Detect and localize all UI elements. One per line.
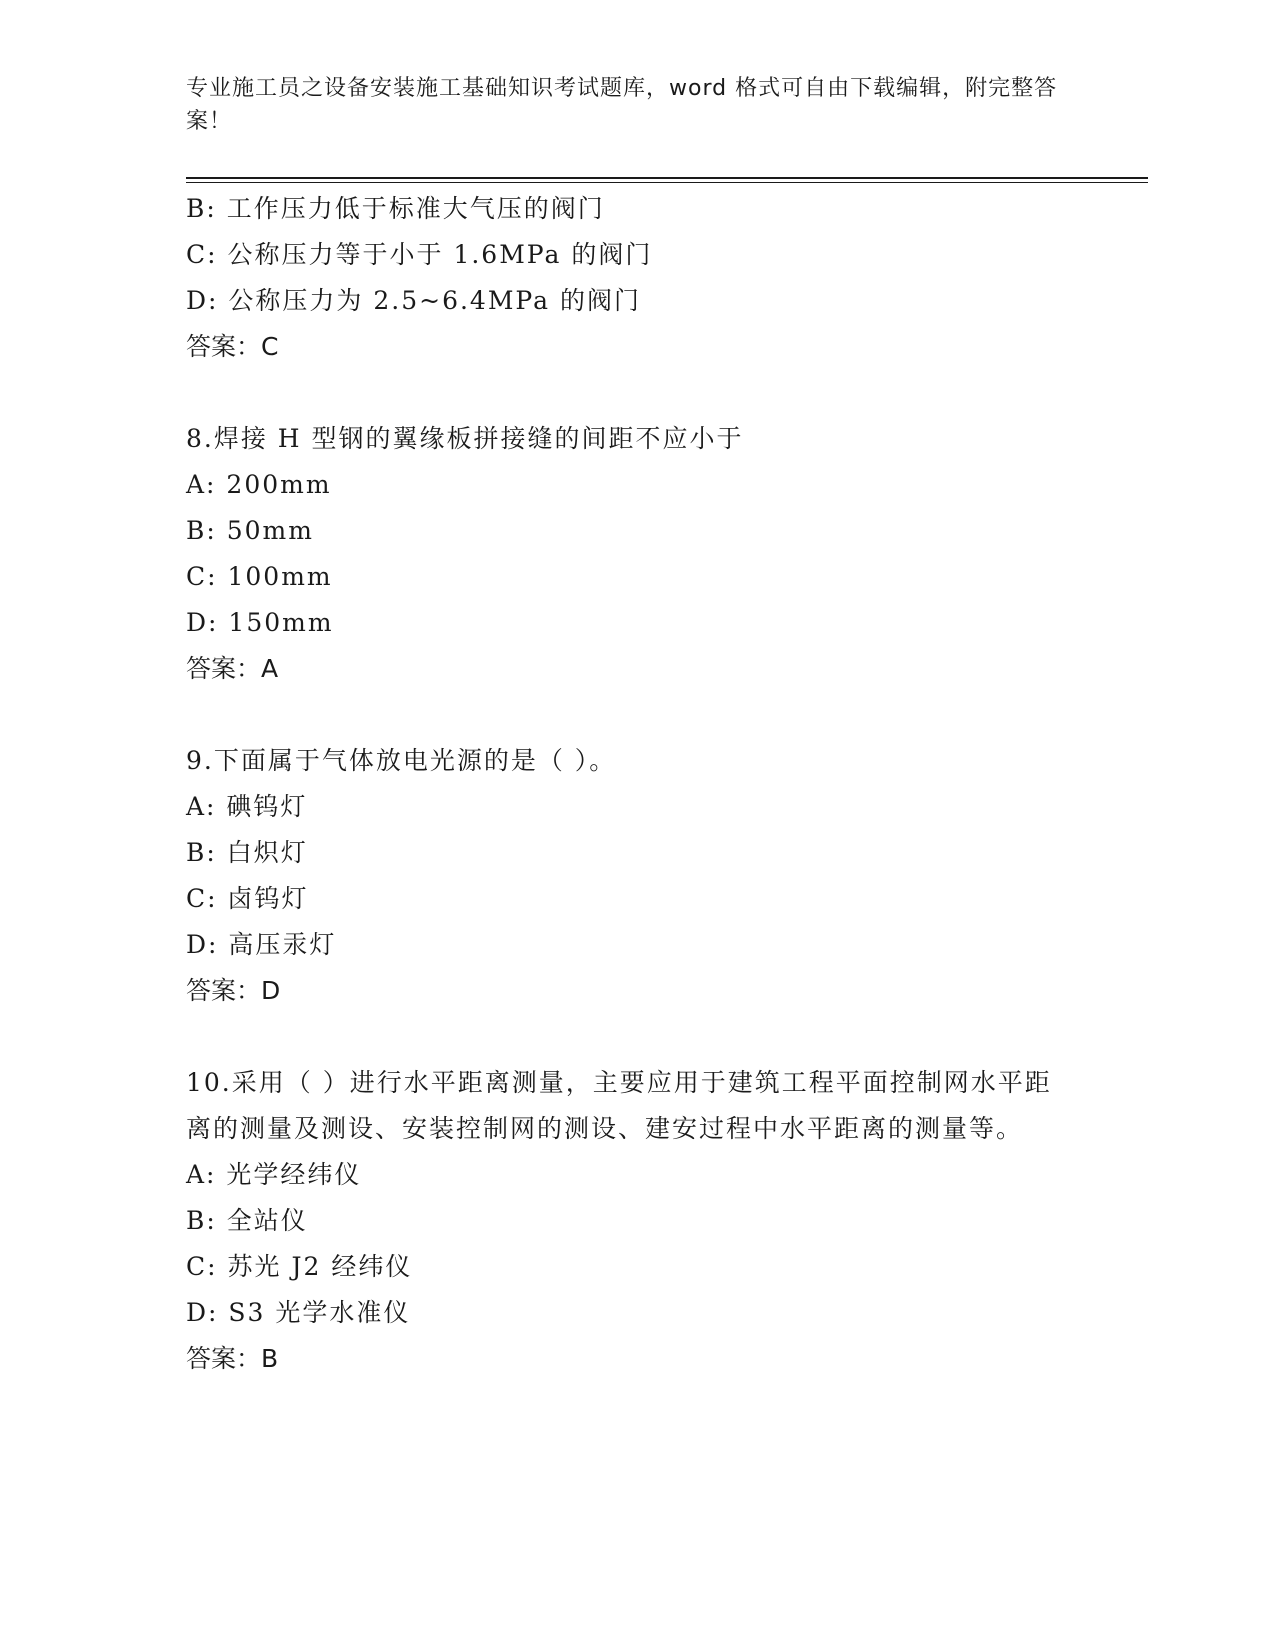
question-prev	[186, 186, 1066, 370]
question-9	[186, 738, 1066, 1014]
option-a: A: 200mm	[186, 470, 332, 499]
answer-line: 答案：A	[186, 654, 279, 683]
answer-line: 答案：C	[186, 332, 279, 361]
question-stem: 8.焊接 H 型钢的翼缘板拼接缝的间距不应小于	[186, 424, 744, 453]
option-c: C: 公称压力等于小于 1.6MPa 的阀门	[186, 240, 653, 269]
question-list	[186, 186, 1066, 1382]
option-d: D: 高压汞灯	[186, 930, 337, 959]
option-b: B: 50mm	[186, 516, 314, 545]
option-d: D: 公称压力为 2.5~6.4MPa 的阀门	[186, 286, 641, 315]
option-a: A: 碘钨灯	[186, 792, 308, 821]
option-d: D: 150mm	[186, 608, 334, 637]
option-b: B: 全站仪	[186, 1206, 308, 1235]
question-stem: 9.下面属于气体放电光源的是（ ）。	[186, 746, 617, 775]
document-header: 专业施工员之设备安装施工基础知识考试题库，word 格式可自由下载编辑，附完整答案！	[186, 76, 1058, 134]
option-b: B: 工作压力低于标准大气压的阀门	[186, 194, 605, 223]
header-divider-thin	[186, 182, 1148, 183]
question-stem: 10.采用（ ）进行水平距离测量，主要应用于建筑工程平面控制网水平距离的测量及测设、安装控制网的测设、建安过程中水平距离的测量等。	[186, 1068, 1052, 1143]
question-8	[186, 416, 1066, 692]
option-a: A: 光学经纬仪	[186, 1160, 362, 1189]
answer-line: 答案：D	[186, 976, 281, 1005]
option-c: C: 卤钨灯	[186, 884, 309, 913]
option-c: C: 100mm	[186, 562, 333, 591]
option-d: D: S3 光学水准仪	[186, 1298, 411, 1327]
answer-line: 答案：B	[186, 1344, 279, 1373]
header-divider-thick	[186, 177, 1148, 179]
option-b: B: 白炽灯	[186, 838, 308, 867]
question-10	[186, 1060, 1066, 1382]
option-c: C: 苏光 J2 经纬仪	[186, 1252, 413, 1281]
